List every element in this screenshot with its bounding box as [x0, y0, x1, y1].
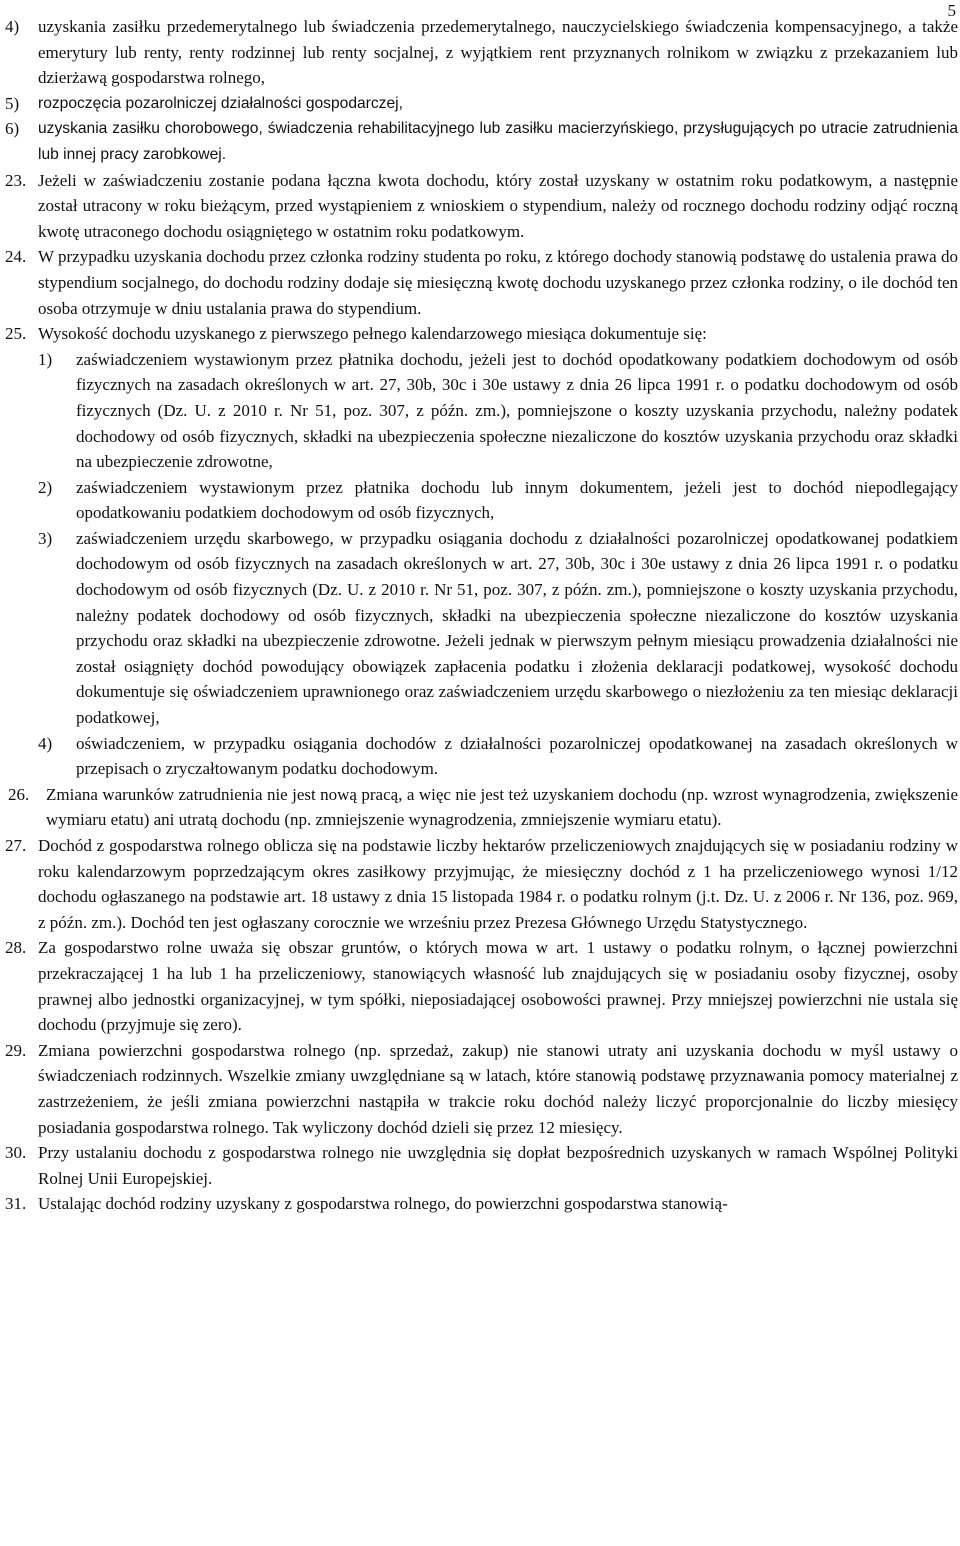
list-item-text: zaświadczeniem urzędu skarbowego, w przypadku osiągania dochodu z działalności pozarolniczej opodatkowanej podatkiem dochodowym od osób fizycznych na zasadach określonych w art. 27, 30b, 30c i 30e ustawy z dnia 26 lipca 1991 r. o podatku dochodowym od osób fizycznych (Dz. U. z 2010 r. Nr 51, poz. 307, z późn. zm.), pomniejszone o koszty uzyskania przychodu, należny podatek dochodowy od osób fizycznych, składki na ubezpieczenia społeczne niezaliczone do kosztów uzyskania przychodu oraz składki na ubezpieczenie zdrowotne. Jeżeli jednak w pierwszym pełnym miesiącu prowadzenia działalności nie został osiągnięty dochód powodujący obowiązek zapłacenia podatku i złożenia deklaracji podatkowej, wysokość dochodu dokumentuje się oświadczeniem uprawnionego oraz zaświadczeniem urzędu skarbowego o niezłożeniu za ten miesiąc deklaracji podatkowej, — [76, 528, 958, 728]
list-item-text: rozpoczęcia pozarolniczej działalności gospodarczej, — [38, 94, 403, 112]
paragraph-26 — [0, 782, 958, 833]
paragraph-text: Jeżeli w zaświadczeniu zostanie podana łączna kwota dochodu, który został uzyskany w ostatnim roku podatkowym, a następnie został utracony w roku bieżącym, przed wystąpieniem z wnioskiem o stypendium, należy od rocznego dochodu rodziny odjąć roczną kwotę utraconego dochodu osiągniętego w ostatnim roku podatkowym. — [38, 170, 958, 241]
paragraph-number: 31. — [5, 1194, 27, 1214]
list-item-text: uzyskania zasiłku chorobowego, świadczenia rehabilitacyjnego lub zasiłku macierzyńskiego, przysługujących po utracie zatrudnienia lub innej pracy zarobkowej. — [38, 120, 958, 163]
paragraph-number: 27. — [5, 836, 27, 855]
list-item — [0, 475, 958, 526]
list-item-text: oświadczeniem, w przypadku osiągania dochodów z działalności pozarolniczej opodatkowanej na zasadach określonych w przepisach o zryczałtowanym podatku dochodowym. — [76, 733, 958, 779]
list-item-number: 5) — [5, 93, 20, 113]
list-item — [0, 14, 958, 91]
paragraph-text: Dochód z gospodarstwa rolnego oblicza się na podstawie liczby hektarów przeliczeniowych znajdujących się w posiadaniu rodziny w roku kalendarzowym poprzedzającym okres zasiłkowy przyjmując, że miesięczny dochód z 1 ha przeliczeniowego wynosi 1/12 dochodu ogłaszanego na podstawie art. 18 ustawy z dnia 15 listopada 1984 r. o podatku rolnym (j.t. Dz. U. z 2006 r. Nr 136, poz. 969, z późn. zm.). Dochód ten jest ogłaszany corocznie we wrześniu przez Prezesa Głównego Urzędu Statystycznego. — [38, 836, 958, 932]
paragraph-number: 25. — [5, 324, 27, 344]
paragraph-text: Zmiana powierzchni gospodarstwa rolnego (np. sprzedaż, zakup) nie stanowi utraty ani uzyskania dochodu w myśl ustawy o świadczeniach rodzinnych. Wszelkie zmiany uwzględniane są w latach, które stanowią podstawę przyznawania pomocy materialnej z zastrzeżeniem, że jeśli zmiana powierzchni nastąpiła w trakcie roku dochód należy liczyć proporcjonalnie do liczby miesięcy posiadania gospodarstwa rolnego. Tak wyliczony dochód dzieli się przez 12 miesięcy. — [38, 1040, 958, 1137]
list-item-number: 3) — [38, 528, 53, 548]
paragraph-31 — [0, 1191, 958, 1217]
paragraph-30 — [0, 1140, 958, 1191]
list-item — [0, 526, 958, 731]
list-item-text: uzyskania zasiłku przedemerytalnego lub świadczenia przedemerytalnego, nauczycielskiego świadczenia kompensacyjnego, a także emerytury lub renty, renty rodzinnej lub renty socjalnej, z wyjątkiem rent przyznanych rolnikom w związku z przekazaniem lub dzierżawą gospodarstwa rolnego, — [38, 17, 958, 88]
list-item — [0, 91, 958, 117]
list-item-text: zaświadczeniem wystawionym przez płatnika dochodu lub innym dokumentem, jeżeli jest to dochód niepodlegający opodatkowaniu podatkiem dochodowym od osób fizycznych, — [76, 477, 958, 523]
paragraph-text: Ustalając dochód rodziny uzyskany z gospodarstwa rolnego, do powierzchni gospodarstwa stanowią- — [38, 1194, 728, 1214]
paragraph-28 — [0, 935, 958, 1037]
paragraph-24 — [0, 244, 958, 321]
page-number: 5 — [947, 1, 956, 20]
paragraph-number: 24. — [5, 247, 27, 267]
paragraph-number: 26. — [8, 784, 30, 804]
list-item — [0, 347, 958, 475]
document-body — [0, 14, 958, 1217]
paragraph-text: W przypadku uzyskania dochodu przez członka rodziny studenta po roku, z którego dochody stanowią podstawę do ustalenia prawa do stypendium socjalnego, do dochodu rodziny dodaje się miesięczną kwotę dochodu uzyskanego przez członka rodziny, o ile dochód ten osoba otrzymuje w dniu ustalania prawa do stypendium. — [38, 247, 958, 318]
list-item-number: 4) — [38, 733, 53, 753]
paragraph-27 — [0, 833, 958, 935]
list-item — [0, 116, 958, 167]
paragraph-text: Przy ustalaniu dochodu z gospodarstwa rolnego nie uwzględnia się dopłat bezpośrednich uzyskanych w ramach Wspólnej Polityki Rolnej Unii Europejskiej. — [38, 1143, 958, 1188]
list-item-text: zaświadczeniem wystawionym przez płatnika dochodu, jeżeli jest to dochód opodatkowany podatkiem dochodowym od osób fizycznych na zasadach określonych w art. 27, 30b, 30c i 30e ustawy z dnia 26 lipca 1991 r. o podatku dochodowym od osób fizycznych (Dz. U. z 2010 r. Nr 51, poz. 307, z późn. zm.), pomniejszone o koszty uzyskania przychodu, należny podatek dochodowy od osób fizycznych, składki na ubezpieczenia społeczne niezaliczone do kosztów uzyskania przychodu oraz składki na ubezpieczenie zdrowotne, — [76, 349, 958, 472]
paragraph-text: Wysokość dochodu uzyskanego z pierwszego pełnego kalendarzowego miesiąca dokumentuje się: — [38, 324, 707, 344]
list-item-number: 4) — [5, 17, 20, 36]
paragraph-number: 23. — [5, 170, 27, 190]
paragraph-number: 30. — [5, 1143, 27, 1163]
list-item-number: 6) — [5, 119, 20, 139]
paragraph-29 — [0, 1038, 958, 1140]
list-item-number: 2) — [38, 477, 53, 497]
list-item-number: 1) — [38, 349, 53, 369]
paragraph-text: Zmiana warunków zatrudnienia nie jest nową pracą, a więc nie jest też uzyskaniem dochodu (np. wzrost wynagrodzenia, zwiększenie wymiaru etatu) ani utratą dochodu (np. zmniejszenie wynagrodzenia, zmniejszenie wymiaru etatu). — [46, 784, 958, 830]
paragraph-text: Za gospodarstwo rolne uważa się obszar gruntów, o których mowa w art. 1 ustawy o podatku rolnym, o łącznej powierzchni przekraczającej 1 ha lub 1 ha przeliczeniowy, stanowiących własność lub znajdujących się w posiadaniu osoby fizycznej, osoby prawnej albo jednostki organizacyjnej, w tym spółki, nieposiadającej osobowości prawnej. Przy mniejszej powierzchni nie ustala się dochodu (przyjmuje się zero). — [38, 938, 958, 1035]
paragraph-number: 28. — [5, 938, 27, 958]
list-item — [0, 731, 958, 782]
paragraph-23 — [0, 168, 958, 245]
paragraph-25 — [0, 321, 958, 347]
paragraph-number: 29. — [5, 1040, 27, 1060]
